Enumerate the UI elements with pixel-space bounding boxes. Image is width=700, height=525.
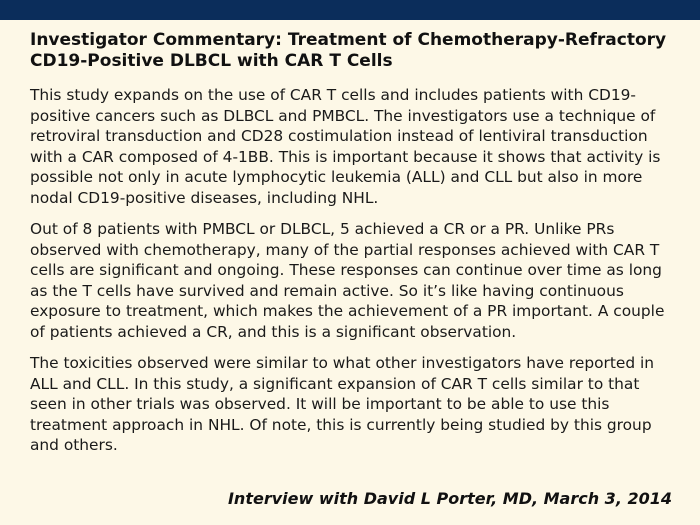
paragraph-response-results: Out of 8 patients with PMBCL or DLBCL, 5 achieved a CR or a PR. Unlike PRs observed with chemotherapy, many of the partial responses achieved with CAR T cells are significant and ongoing. These responses can continue over time as long as the T cells have survived and remain active. So it’s like having continuous exposure to treatment, which makes the achievement of a PR important. A couple of patients achieved a CR, and this is a significant observation. (30, 220, 665, 341)
page-title: Investigator Commentary: Treatment of Chemotherapy-Refractory CD19-Positive DLBCL with CAR T Cells (30, 30, 667, 71)
paragraph-study-overview: This study expands on the use of CAR T cells and includes patients with CD19-positive cancers such as DLBCL and PMBCL. The investigators use a technique of retroviral transduction and CD28 costimulation instead of lentiviral transduction with a CAR composed of 4-1BB. This is important because it shows that activity is possible not only in acute lymphocytic leukemia (ALL) and CLL but also in more nodal CD19-positive diseases, including NHL. (30, 86, 661, 207)
header-bar (0, 0, 700, 20)
paragraph-toxicities: The toxicities observed were similar to what other investigators have reported in ALL and CLL. In this study, a significant expansion of CAR T cells similar to that seen in other trials was observed. It will be important to be able to use this treatment approach in NHL. Of note, this is currently being studied by this group and others. (30, 354, 655, 454)
commentary-body (30, 30, 678, 467)
interview-credit: Interview with David L Porter, MD, March 3, 2014 (227, 489, 672, 508)
